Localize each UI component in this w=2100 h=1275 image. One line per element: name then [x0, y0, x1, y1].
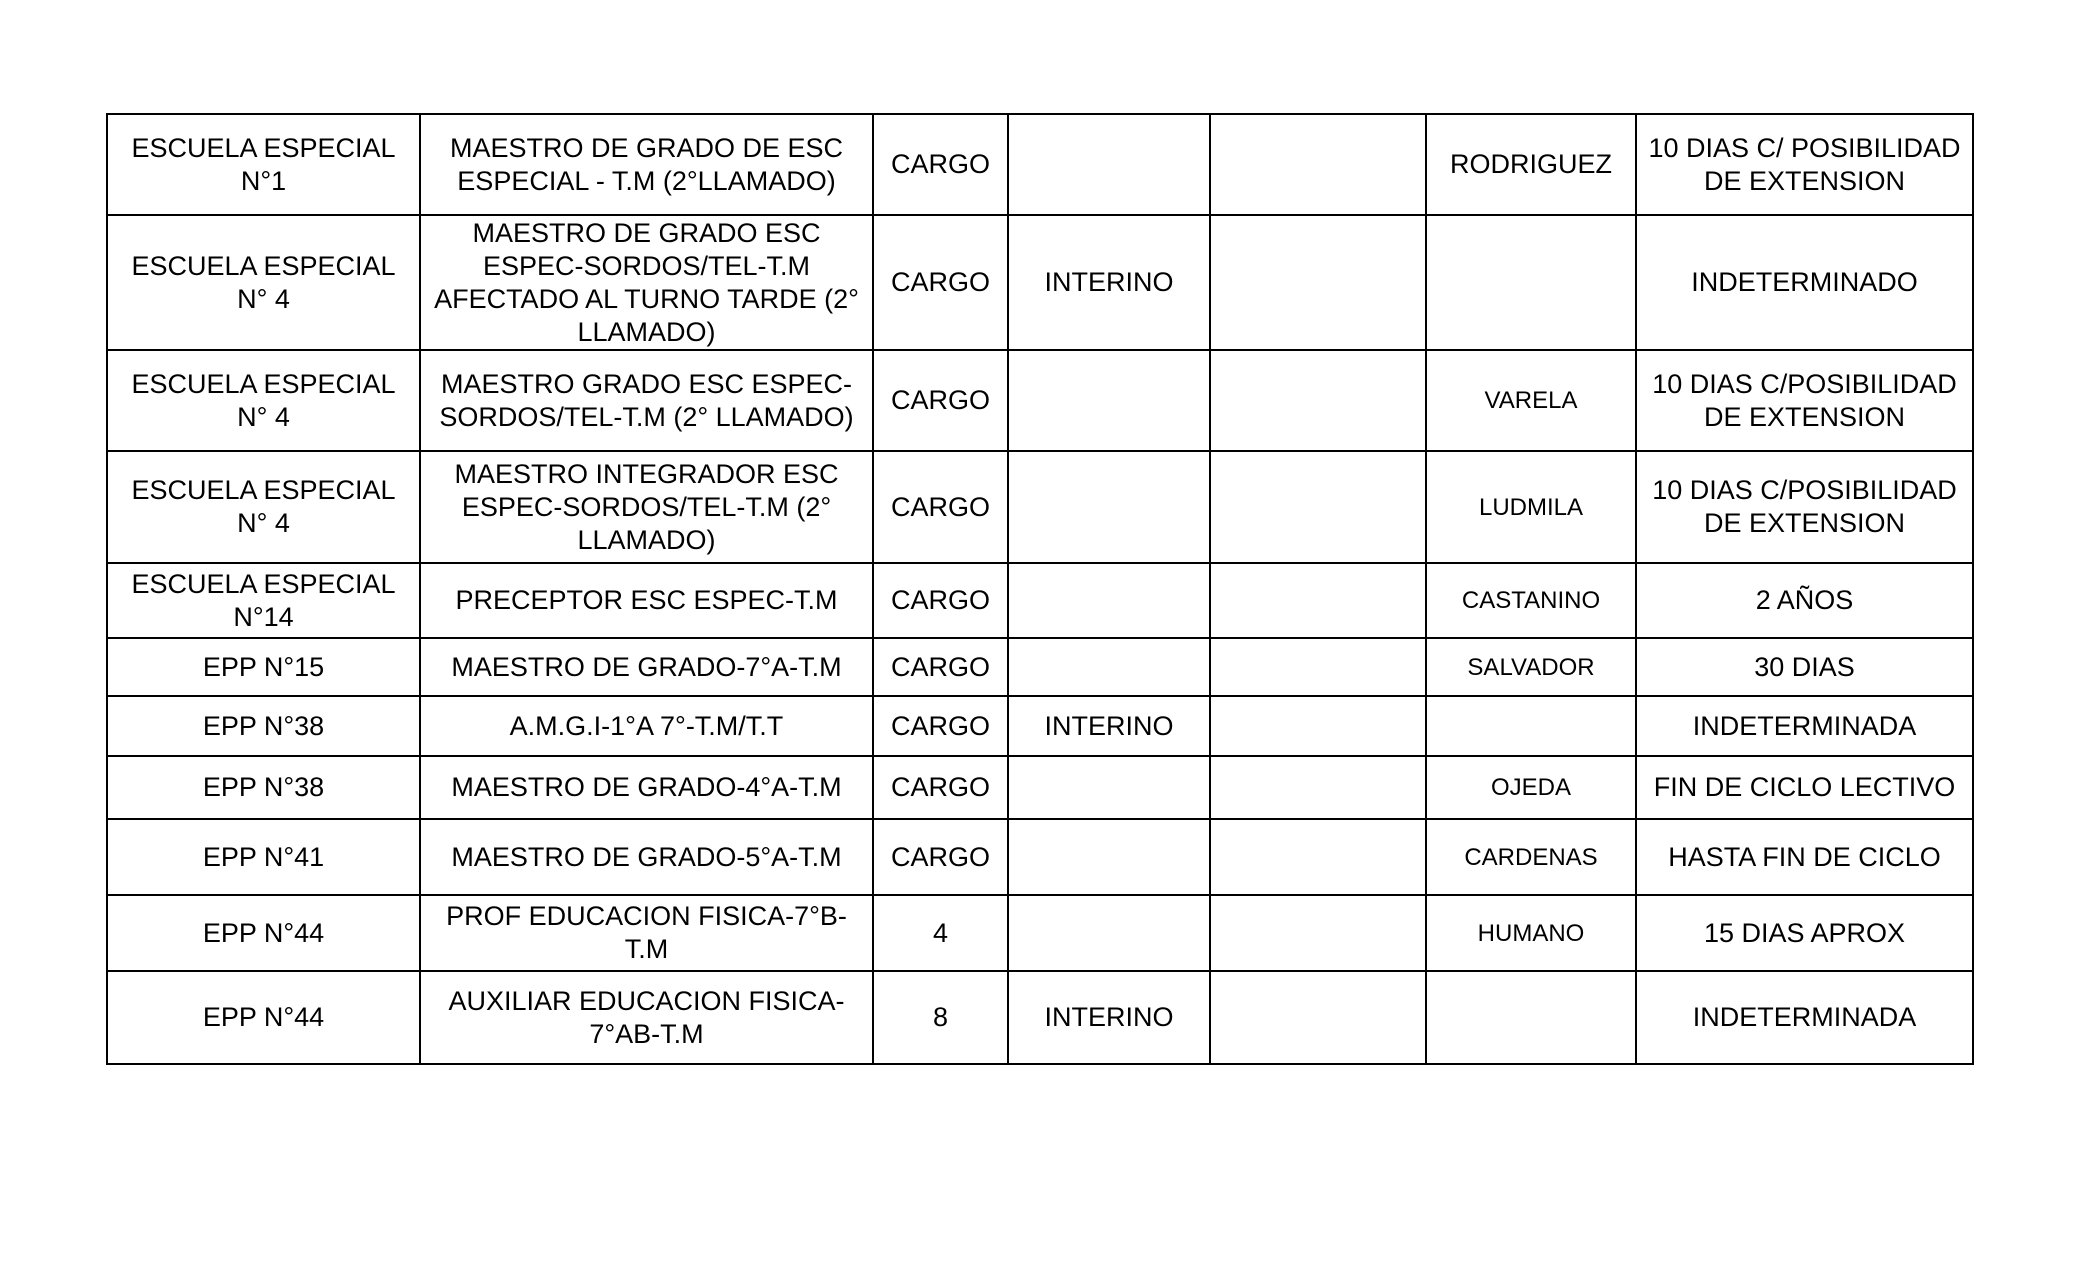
blank-cell: [1210, 451, 1426, 563]
position-cell: MAESTRO DE GRADO ESC ESPEC-SORDOS/TEL-T.M AFECTADO AL TURNO TARDE (2° LLAMADO): [420, 215, 873, 350]
position-cell: MAESTRO DE GRADO DE ESC ESPECIAL - T.M (2°LLAMADO): [420, 114, 873, 215]
type-cell: CARGO: [873, 638, 1008, 696]
name-cell: RODRIGUEZ: [1426, 114, 1636, 215]
status-cell: [1008, 451, 1210, 563]
type-cell: CARGO: [873, 451, 1008, 563]
status-cell: INTERINO: [1008, 696, 1210, 756]
name-cell: HUMANO: [1426, 895, 1636, 971]
name-cell: SALVADOR: [1426, 638, 1636, 696]
status-cell: [1008, 350, 1210, 451]
school-cell: ESCUELA ESPECIAL N° 4: [107, 451, 420, 563]
table-row: [107, 971, 1973, 1064]
position-cell: PRECEPTOR ESC ESPEC-T.M: [420, 563, 873, 638]
position-cell: MAESTRO DE GRADO-4°A-T.M: [420, 756, 873, 819]
school-cell: EPP N°44: [107, 971, 420, 1064]
type-cell: CARGO: [873, 696, 1008, 756]
school-cell: ESCUELA ESPECIAL N°14: [107, 563, 420, 638]
status-cell: [1008, 638, 1210, 696]
duration-cell: INDETERMINADA: [1636, 971, 1973, 1064]
school-cell: EPP N°38: [107, 696, 420, 756]
table-row: [107, 563, 1973, 638]
blank-cell: [1210, 215, 1426, 350]
position-cell: A.M.G.I-1°A 7°-T.M/T.T: [420, 696, 873, 756]
duration-cell: 10 DIAS C/POSIBILIDAD DE EXTENSION: [1636, 451, 1973, 563]
position-cell: AUXILIAR EDUCACION FISICA-7°AB-T.M: [420, 971, 873, 1064]
table-row: [107, 451, 1973, 563]
position-cell: MAESTRO INTEGRADOR ESC ESPEC-SORDOS/TEL-T.M (2° LLAMADO): [420, 451, 873, 563]
school-cell: EPP N°41: [107, 819, 420, 895]
name-cell: [1426, 971, 1636, 1064]
school-cell: ESCUELA ESPECIAL N° 4: [107, 215, 420, 350]
status-cell: [1008, 563, 1210, 638]
blank-cell: [1210, 696, 1426, 756]
duration-cell: HASTA FIN DE CICLO: [1636, 819, 1973, 895]
table-row: [107, 756, 1973, 819]
duration-cell: 2 AÑOS: [1636, 563, 1973, 638]
name-cell: VARELA: [1426, 350, 1636, 451]
blank-cell: [1210, 971, 1426, 1064]
position-cell: MAESTRO DE GRADO-5°A-T.M: [420, 819, 873, 895]
school-cell: EPP N°44: [107, 895, 420, 971]
name-cell: [1426, 696, 1636, 756]
school-cell: EPP N°38: [107, 756, 420, 819]
position-cell: PROF EDUCACION FISICA-7°B-T.M: [420, 895, 873, 971]
table-row: [107, 819, 1973, 895]
name-cell: [1426, 215, 1636, 350]
type-cell: CARGO: [873, 114, 1008, 215]
type-cell: CARGO: [873, 819, 1008, 895]
blank-cell: [1210, 350, 1426, 451]
name-cell: CARDENAS: [1426, 819, 1636, 895]
table-row: [107, 638, 1973, 696]
blank-cell: [1210, 638, 1426, 696]
duration-cell: INDETERMINADO: [1636, 215, 1973, 350]
blank-cell: [1210, 114, 1426, 215]
blank-cell: [1210, 819, 1426, 895]
type-cell: 8: [873, 971, 1008, 1064]
type-cell: CARGO: [873, 563, 1008, 638]
duration-cell: INDETERMINADA: [1636, 696, 1973, 756]
status-cell: [1008, 895, 1210, 971]
blank-cell: [1210, 756, 1426, 819]
status-cell: INTERINO: [1008, 971, 1210, 1064]
table-row: [107, 895, 1973, 971]
school-cell: ESCUELA ESPECIAL N° 4: [107, 350, 420, 451]
school-cell: ESCUELA ESPECIAL N°1: [107, 114, 420, 215]
duration-cell: 10 DIAS C/POSIBILIDAD DE EXTENSION: [1636, 350, 1973, 451]
table-row: [107, 215, 1973, 350]
vacancy-table: [106, 113, 1974, 1065]
name-cell: OJEDA: [1426, 756, 1636, 819]
table-row: [107, 350, 1973, 451]
type-cell: CARGO: [873, 756, 1008, 819]
position-cell: MAESTRO DE GRADO-7°A-T.M: [420, 638, 873, 696]
status-cell: [1008, 114, 1210, 215]
name-cell: CASTANINO: [1426, 563, 1636, 638]
status-cell: [1008, 819, 1210, 895]
blank-cell: [1210, 895, 1426, 971]
duration-cell: 10 DIAS C/ POSIBILIDAD DE EXTENSION: [1636, 114, 1973, 215]
type-cell: CARGO: [873, 350, 1008, 451]
type-cell: CARGO: [873, 215, 1008, 350]
school-cell: EPP N°15: [107, 638, 420, 696]
status-cell: [1008, 756, 1210, 819]
duration-cell: 30 DIAS: [1636, 638, 1973, 696]
table-row: [107, 696, 1973, 756]
duration-cell: 15 DIAS APROX: [1636, 895, 1973, 971]
blank-cell: [1210, 563, 1426, 638]
type-cell: 4: [873, 895, 1008, 971]
status-cell: INTERINO: [1008, 215, 1210, 350]
position-cell: MAESTRO GRADO ESC ESPEC-SORDOS/TEL-T.M (2° LLAMADO): [420, 350, 873, 451]
table-row: [107, 114, 1973, 215]
name-cell: LUDMILA: [1426, 451, 1636, 563]
duration-cell: FIN DE CICLO LECTIVO: [1636, 756, 1973, 819]
